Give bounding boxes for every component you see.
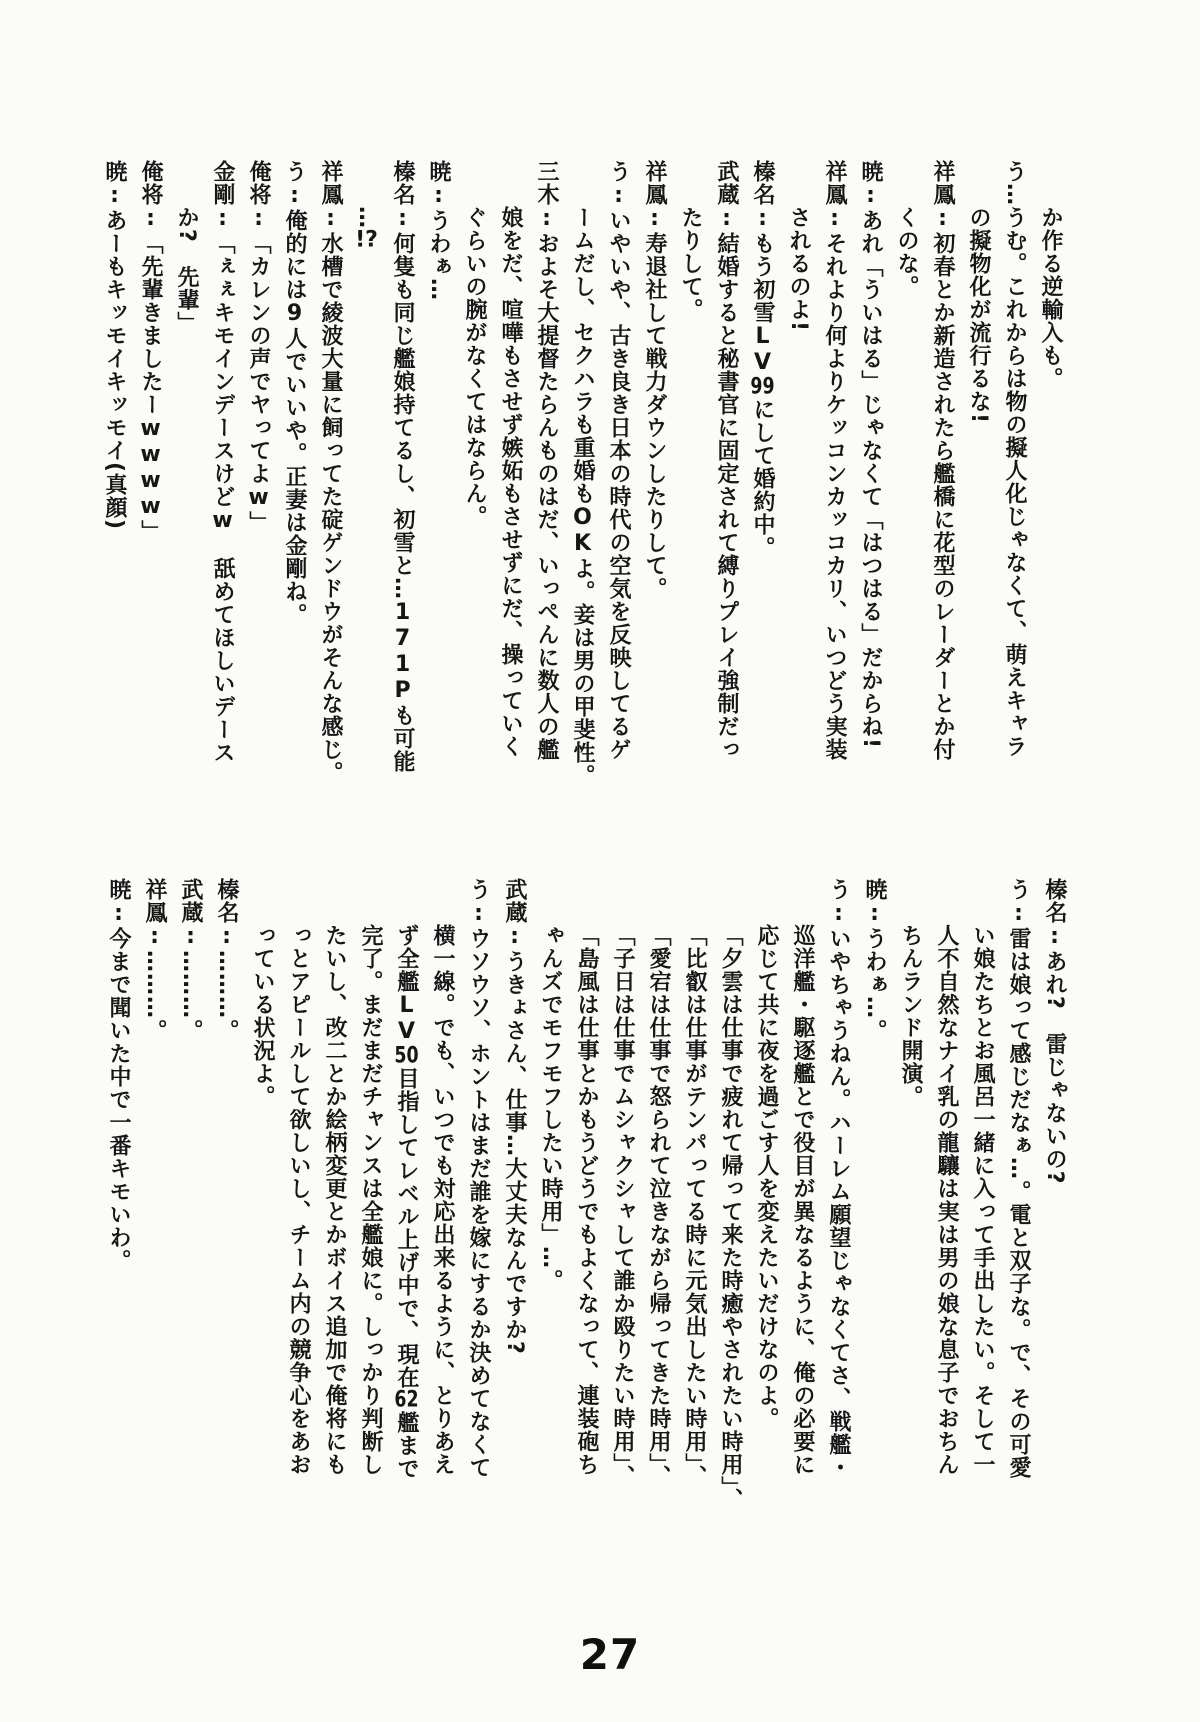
- dialogue-line: 武蔵:結婚すると秘書官に固定されて縛りプレイ強制だっ: [714, 160, 739, 761]
- dialogue-line: 横一線。でも、いつでも対応出来るように、とりあえ: [430, 924, 455, 1476]
- dialogue-line: 暁:今まで聞いた中で一番キモいわ。: [106, 878, 131, 1272]
- dialogue-line: 「子日は仕事でムシャクシャして誰か殴りたい時用」、: [610, 924, 635, 1488]
- dialogue-line: 祥鳳:寿退社して戦力ダウンしたりして。: [642, 160, 667, 600]
- dialogue-line: 武蔵:………。: [178, 878, 203, 1042]
- dialogue-line: 「島風は仕事とかもうどうでもよくなって、連装砲ち: [574, 924, 599, 1476]
- dialogue-line: っとアピールして欲しいし、チーム内の競争心をあお: [286, 924, 311, 1476]
- dialogue-line: ず全艦LV50目指してレベル上げ中で、現在62艦まで: [394, 924, 419, 1480]
- dialogue-line: う:俺的には9人でいいや。正妻は金剛ね。: [282, 160, 307, 626]
- dialogue-line: う:雷は娘って感じだなぁ…。電と双子な。で、その可愛: [1006, 878, 1031, 1479]
- dialogue-line: 娘をだ、喧嘩もさせず嫉妬もさせずにだ、操っていく: [498, 206, 523, 758]
- dialogue-line: 祥鳳:水槽で綾波大量に飼ってた碇ゲンドウがそんな感じ。: [318, 160, 343, 784]
- dialogue-line: 祥鳳:それより何よりケッコンカッコカリ、いつどう実装: [822, 160, 847, 761]
- dialogue-line: か作る逆輸入も。: [1038, 206, 1063, 390]
- dialogue-line: ちんランド開演。: [898, 924, 923, 1108]
- dialogue-line: 三木:およそ大提督たらんものはだ、いっぺんに数人の艦: [534, 160, 559, 761]
- dialogue-line: 榛名:もう初雪LV99にして婚約中。: [750, 160, 775, 559]
- dialogue-line: 暁:あーもキッモイキッモイ(真顔): [102, 160, 127, 531]
- dialogue-line: ぐらいの腕がなくてはならん。: [462, 206, 487, 528]
- dialogue-line: たりして。: [678, 206, 703, 321]
- dialogue-line: い娘たちとお風呂一緒に入って手出したい。そして一: [970, 924, 995, 1476]
- dialogue-line: されるのよ!: [786, 206, 811, 333]
- dialogue-line: う:ウソウソ、ホントはまだ誰を嫁にするか決めてなくて: [466, 878, 491, 1479]
- dialogue-line: 暁:あれ「ういはる」じゃなくて「はつはる」だからね!: [858, 160, 883, 750]
- dialogue-line: 俺将:「カレンの声でヤってよw」: [246, 160, 271, 534]
- dialogue-line: 俺将:「先輩きましたーwwww」: [138, 160, 163, 543]
- dialogue-line: 金剛:「ぇぇキモインデースけどw 舐めてほしいデース: [210, 160, 235, 764]
- dialogue-line: 祥鳳:初春とか新造されたら艦橋に花型のレーダーとか付: [930, 160, 955, 761]
- dialogue-line: 「愛宕は仕事で怒られて泣きながら帰ってきた時用」、: [646, 924, 671, 1488]
- dialogue-line: 人不自然なナイ乳の龍驤は実は男の娘な息子でおちん: [934, 924, 959, 1476]
- dialogue-line: 武蔵:うきょさん、仕事…大丈夫なんですか?: [502, 878, 527, 1355]
- dialogue-line: う…うむ。これからは物の擬人化じゃなくて、萌えキャラ: [1002, 160, 1027, 758]
- dialogue-line: の擬物化が流行るな!: [966, 206, 991, 425]
- page-number: 27: [579, 1630, 641, 1679]
- dialogue-line: ームだし、セクハラも重婚もOKよ。妾は男の甲斐性。: [570, 206, 595, 787]
- dialogue-line: くのな。: [894, 206, 919, 298]
- dialogue-line: か? 先輩」: [174, 206, 199, 335]
- dialogue-line: 巡洋艦・駆逐艦とで役目が異なるように、俺の必要に: [790, 924, 815, 1476]
- dialogue-line: う:いやちゃうねん。ハーレム願望じゃなくてさ、戦艦・: [826, 878, 851, 1479]
- dialogue-line: 暁:うわぁ…: [426, 160, 451, 301]
- dialogue-line: 完了。まだまだチャンスは全艦娘に。しっかり判断し: [358, 924, 383, 1476]
- dialogue-line: っている状況よ。: [250, 924, 275, 1108]
- dialogue-line: う:いやいや、古き良き日本の時代の空気を反映してるゲ: [606, 160, 631, 761]
- dialogue-line: たいし、改二とか絵柄変更とかボイス追加で俺将にも: [322, 924, 347, 1476]
- dialogue-line: 榛名:何隻も同じ艦娘持てるし、初雪と…171Pも可能: [390, 160, 415, 773]
- dialogue-line: …!?: [354, 206, 379, 251]
- dialogue-line: 「夕雲は仕事で疲れて帰って来た時癒やされたい時用」、: [718, 924, 743, 1511]
- dialogue-line: 応じて共に夜を過ごす人を変えたいだけなのよ。: [754, 924, 779, 1430]
- dialogue-line: 「比叡は仕事がテンパってる時に元気出したい時用」、: [682, 924, 707, 1488]
- dialogue-line: 祥鳳:………。: [142, 878, 167, 1042]
- dialogue-line: 榛名:………。: [214, 878, 239, 1042]
- dialogue-block-bottom: [100, 878, 1072, 1598]
- dialogue-line: 暁:うわぁ…。: [862, 878, 887, 1042]
- dialogue-line: 榛名:あれ? 雷じゃないの?: [1042, 878, 1067, 1185]
- dialogue-line: ゃんズでモフモフしたい時用」…。: [538, 924, 563, 1292]
- dialogue-block-top: [96, 160, 1068, 880]
